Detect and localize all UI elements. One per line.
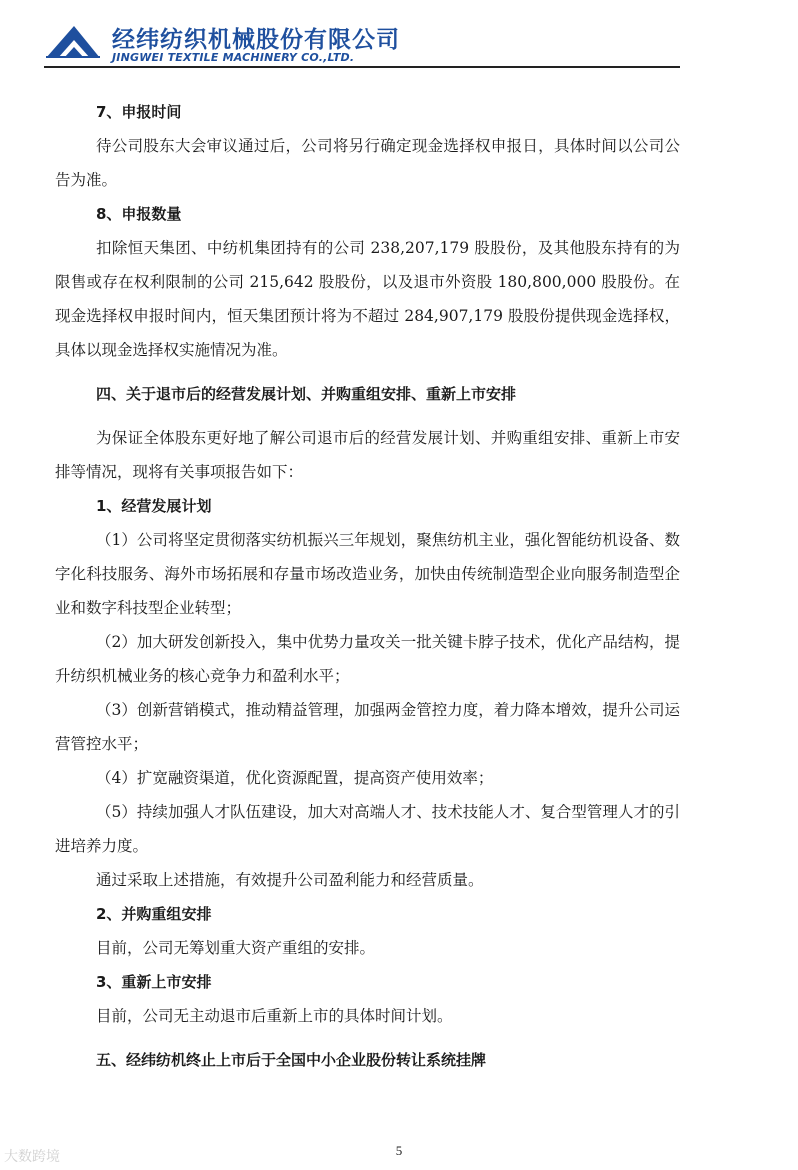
company-name-en: JINGWEI TEXTILE MACHINERY CO.,LTD. — [112, 51, 355, 64]
paragraph-relisting: 目前，公司无主动退市后重新上市的具体时间计划。 — [96, 1007, 453, 1025]
heading-mna: 2、并购重组安排 — [96, 905, 212, 923]
page-header — [44, 14, 684, 70]
page-number: 5 — [395, 1143, 403, 1158]
header-divider — [44, 66, 680, 68]
heading-relisting: 3、重新上市安排 — [96, 973, 212, 991]
paragraph-intro: 为保证全体股东更好地了解公司退市后的经营发展计划、并购重组安排、重新上市安排等情况，现将有关事项报告如下： — [55, 429, 680, 481]
paragraph-apply-quantity: 扣除恒天集团、中纺机集团持有的公司 238,207,179 股股份，及其他股东持有的为限售或存在权利限制的公司 215,642 股股份，以及退市外资股 180,800,000 股股份。在现金选择权申报时间内，恒天集团预计将为不超过 284,907,179 股股份提供现金选择权，具体以现金选择权实施情况为准。 — [55, 239, 680, 359]
list-item: （5）持续加强人才队伍建设，加大对高端人才、技术技能人才、复合型管理人才的引进培养力度。 — [55, 803, 680, 855]
document-body — [55, 95, 680, 1087]
heading-business-plan: 1、经营发展计划 — [96, 497, 212, 515]
list-item: （3）创新营销模式，推动精益管理，加强两金管控力度，着力降本增效，提升公司运营管控水平； — [55, 701, 680, 753]
paragraph-summary: 通过采取上述措施，有效提升公司盈利能力和经营质量。 — [96, 871, 484, 889]
list-item: （2）加大研发创新投入，集中优势力量攻关一批关键卡脖子技术，优化产品结构，提升纺织机械业务的核心竞争力和盈利水平； — [55, 633, 680, 685]
list-item: （1）公司将坚定贯彻落实纺机振兴三年规划，聚焦纺机主业，强化智能纺机设备、数字化科技服务、海外市场拓展和存量市场改造业务，加快由传统制造型企业向服务制造型企业和数字科技型企业转型； — [55, 531, 680, 617]
section-heading-4: 四、关于退市后的经营发展计划、并购重组安排、重新上市安排 — [96, 385, 517, 403]
section-heading-5: 五、经纬纺机终止上市后于全国中小企业股份转让系统挂牌 — [96, 1051, 487, 1069]
paragraph-mna: 目前，公司无筹划重大资产重组的安排。 — [96, 939, 376, 957]
paragraph-apply-time: 待公司股东大会审议通过后，公司将另行确定现金选择权申报日，具体时间以公司公告为准。 — [55, 137, 680, 189]
heading-apply-quantity: 8、申报数量 — [96, 205, 182, 223]
mountain-logo-icon — [44, 20, 102, 60]
watermark: 大数跨境 — [4, 1149, 60, 1165]
list-item: （4）扩宽融资渠道，优化资源配置，提高资产使用效率； — [96, 769, 494, 787]
company-name-cn: 经纬纺织机械股份有限公司 — [112, 27, 400, 53]
heading-apply-time: 7、申报时间 — [96, 103, 182, 121]
